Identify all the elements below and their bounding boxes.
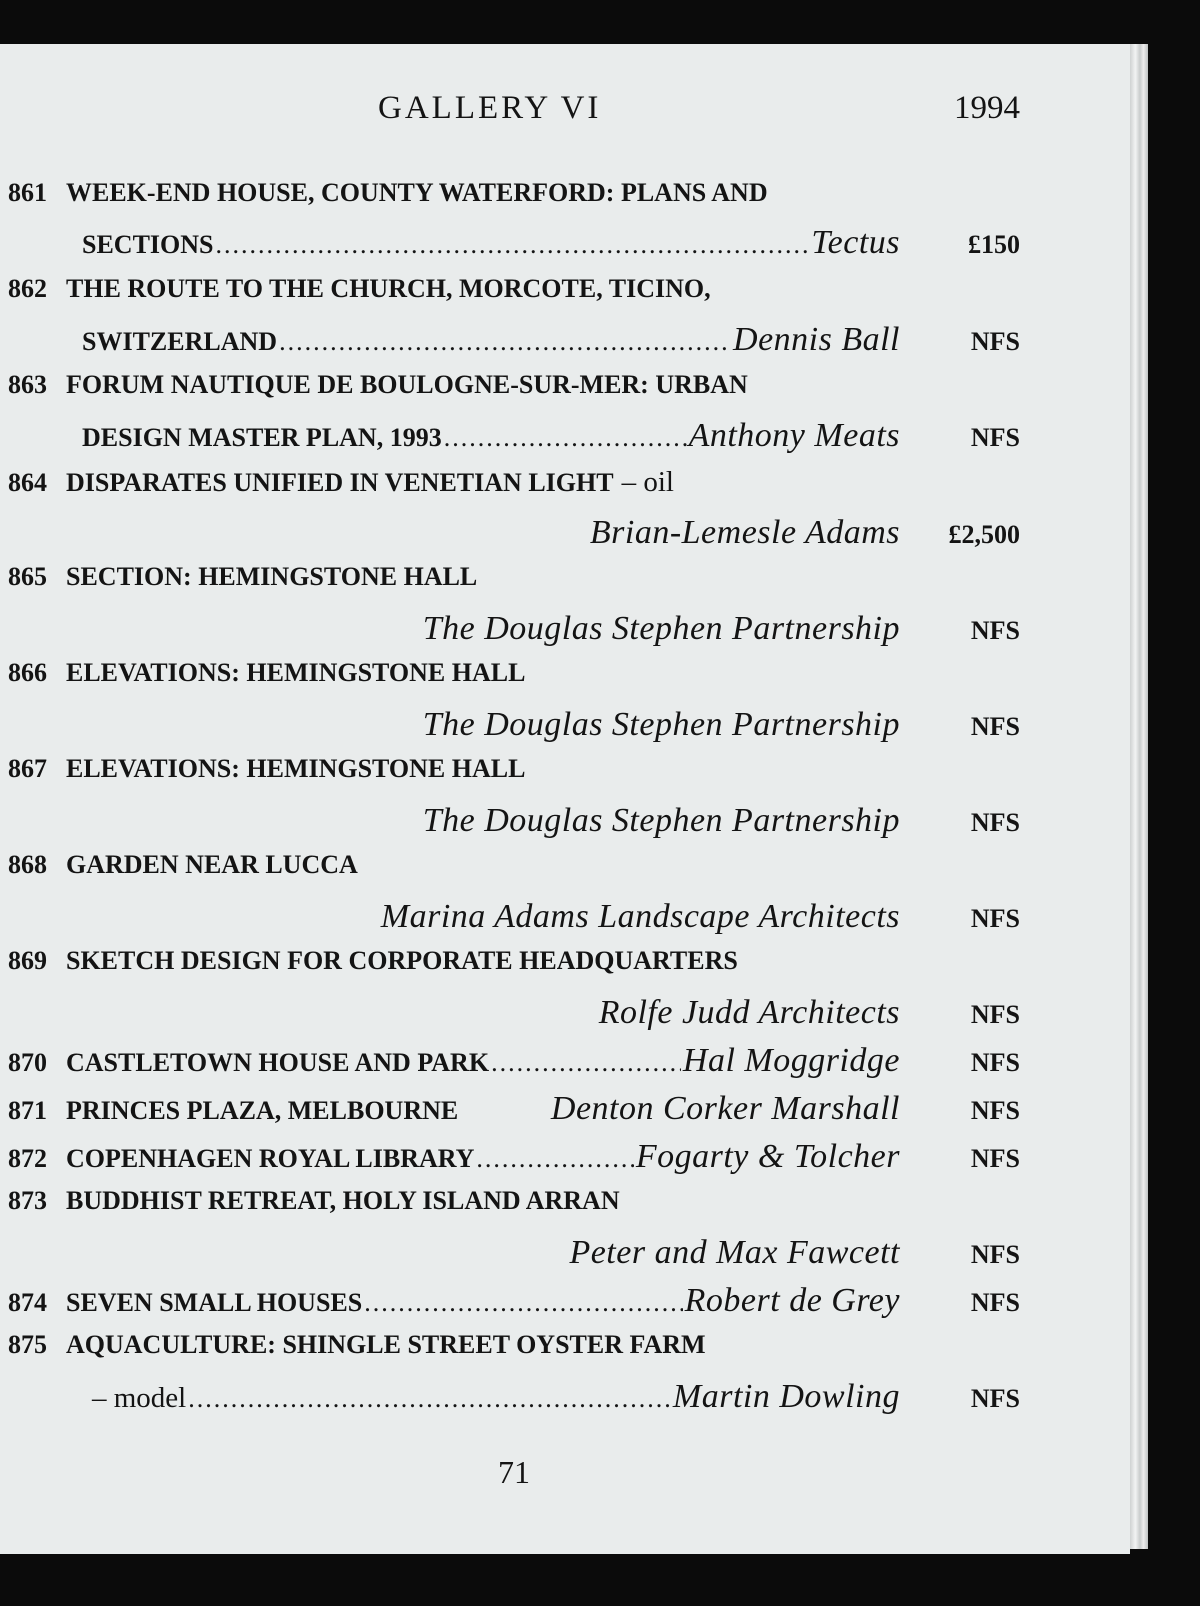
entry-number: 864 [8, 468, 47, 497]
entry-865-title-line [0, 562, 1020, 606]
leader-dots [279, 327, 731, 357]
entry-title: WEEK-END HOUSE, COUNTY WATERFORD: PLANS AND [66, 178, 768, 207]
entry-medium: – model [92, 1382, 187, 1414]
entry-861-artist-line [0, 224, 1020, 268]
entry-price: £150 [968, 230, 1020, 259]
entry-872-line [0, 1138, 1020, 1182]
entry-price: NFS [970, 1048, 1020, 1077]
leader-dots [476, 1144, 633, 1174]
entry-871-line [0, 1090, 1020, 1134]
gallery-title: GALLERY VI [378, 90, 602, 126]
entry-870-line [0, 1042, 1020, 1086]
page-number: 71 [498, 1454, 530, 1490]
entry-title-continued: SECTIONS [82, 230, 214, 259]
entry-price: NFS [970, 1240, 1020, 1269]
entry-number: 874 [8, 1288, 47, 1317]
entry-866-artist-line [0, 706, 1020, 750]
leader-dots [216, 230, 810, 260]
entry-artist: Rolfe Judd Architects [598, 994, 900, 1031]
page-edge [1130, 44, 1148, 1549]
entry-number: 871 [8, 1096, 47, 1125]
entry-869-artist-line [0, 994, 1020, 1038]
entry-artist: The Douglas Stephen Partnership [422, 802, 900, 839]
entry-864-title-line [0, 466, 1020, 510]
entry-price: £2,500 [948, 520, 1020, 549]
entry-number: 873 [8, 1186, 47, 1215]
entry-price: NFS [970, 1144, 1020, 1173]
entry-title: DISPARATES UNIFIED IN VENETIAN LIGHT [66, 468, 614, 497]
entry-title: FORUM NAUTIQUE DE BOULOGNE-SUR-MER: URBAN [66, 370, 748, 399]
entry-number: 870 [8, 1048, 47, 1077]
entry-number: 863 [8, 370, 47, 399]
leader-dots [444, 423, 687, 453]
year: 1994 [954, 90, 1020, 126]
entry-865-artist-line [0, 610, 1020, 654]
entry-867-artist-line [0, 802, 1020, 846]
entry-title-continued: SWITZERLAND [82, 327, 278, 356]
entry-title: ELEVATIONS: HEMINGSTONE HALL [66, 658, 526, 687]
entry-price: NFS [970, 712, 1020, 741]
entry-number: 875 [8, 1330, 47, 1359]
entry-873-artist-line [0, 1234, 1020, 1278]
entry-875-title-line [0, 1330, 1020, 1374]
entry-artist: Fogarty & Tolcher [635, 1138, 900, 1175]
entry-864-artist-line [0, 514, 1020, 558]
entry-title: SEVEN SMALL HOUSES [66, 1288, 363, 1317]
entry-artist: Martin Dowling [672, 1378, 900, 1415]
page-header [0, 90, 1020, 130]
entry-number: 867 [8, 754, 47, 783]
entry-number: 868 [8, 850, 47, 879]
entry-title: CASTLETOWN HOUSE AND PARK [66, 1048, 490, 1077]
entry-869-title-line [0, 946, 1020, 990]
entry-number: 869 [8, 946, 47, 975]
entry-title: PRINCES PLAZA, MELBOURNE [66, 1096, 459, 1125]
entry-number: 861 [8, 178, 47, 207]
entry-number: 872 [8, 1144, 47, 1173]
entry-874-line [0, 1282, 1020, 1326]
entry-title-continued: DESIGN MASTER PLAN, 1993 [82, 423, 442, 452]
entry-title: SECTION: HEMINGSTONE HALL [66, 562, 478, 591]
entry-artist: Peter and Max Fawcett [569, 1234, 900, 1271]
entry-artist: Robert de Grey [684, 1282, 900, 1319]
entry-875-artist-line [0, 1378, 1020, 1422]
entry-price: NFS [970, 904, 1020, 933]
entry-title: GARDEN NEAR LUCCA [66, 850, 358, 879]
entry-title: BUDDHIST RETREAT, HOLY ISLAND ARRAN [66, 1186, 620, 1215]
entry-price: NFS [970, 1000, 1020, 1029]
entry-price: NFS [970, 1096, 1020, 1125]
entry-867-title-line [0, 754, 1020, 798]
entry-866-title-line [0, 658, 1020, 702]
entry-artist: Hal Moggridge [682, 1042, 900, 1079]
entry-number: 865 [8, 562, 47, 591]
entry-863-title-line [0, 370, 1020, 414]
entry-artist: Denton Corker Marshall [550, 1090, 900, 1127]
entry-price: NFS [970, 1384, 1020, 1413]
entry-title: COPENHAGEN ROYAL LIBRARY [66, 1144, 475, 1173]
entry-861-title-line [0, 178, 1020, 222]
entry-873-title-line [0, 1186, 1020, 1230]
leader-dots [491, 1048, 681, 1078]
entry-artist: Tectus [811, 224, 900, 261]
entry-862-artist-line [0, 321, 1020, 365]
entry-artist: Marina Adams Landscape Architects [380, 898, 900, 935]
entry-artist: The Douglas Stephen Partnership [422, 706, 900, 743]
entry-artist: Anthony Meats [688, 417, 900, 454]
entry-artist: Dennis Ball [733, 321, 900, 358]
entry-number: 862 [8, 274, 47, 303]
entry-price: NFS [970, 616, 1020, 645]
entry-868-title-line [0, 850, 1020, 894]
entry-title: ELEVATIONS: HEMINGSTONE HALL [66, 754, 526, 783]
leader-dots [364, 1288, 682, 1318]
entry-title: AQUACULTURE: SHINGLE STREET OYSTER FARM [66, 1330, 706, 1359]
entry-price: NFS [970, 1288, 1020, 1317]
entry-price: NFS [970, 808, 1020, 837]
entry-artist: Brian-Lemesle Adams [589, 514, 900, 551]
entry-862-title-line [0, 274, 1020, 318]
catalogue-page [0, 44, 1130, 1554]
entry-863-artist-line [0, 417, 1020, 461]
entry-title: THE ROUTE TO THE CHURCH, MORCOTE, TICINO, [66, 274, 711, 303]
entry-price: NFS [970, 327, 1020, 356]
leader-dots [188, 1384, 671, 1414]
entry-artist: The Douglas Stephen Partnership [422, 610, 900, 647]
entry-medium: – oil [621, 466, 674, 498]
entry-price: NFS [970, 423, 1020, 452]
entry-868-artist-line [0, 898, 1020, 942]
entry-number: 866 [8, 658, 47, 687]
entry-title: SKETCH DESIGN FOR CORPORATE HEADQUARTERS [66, 946, 738, 975]
